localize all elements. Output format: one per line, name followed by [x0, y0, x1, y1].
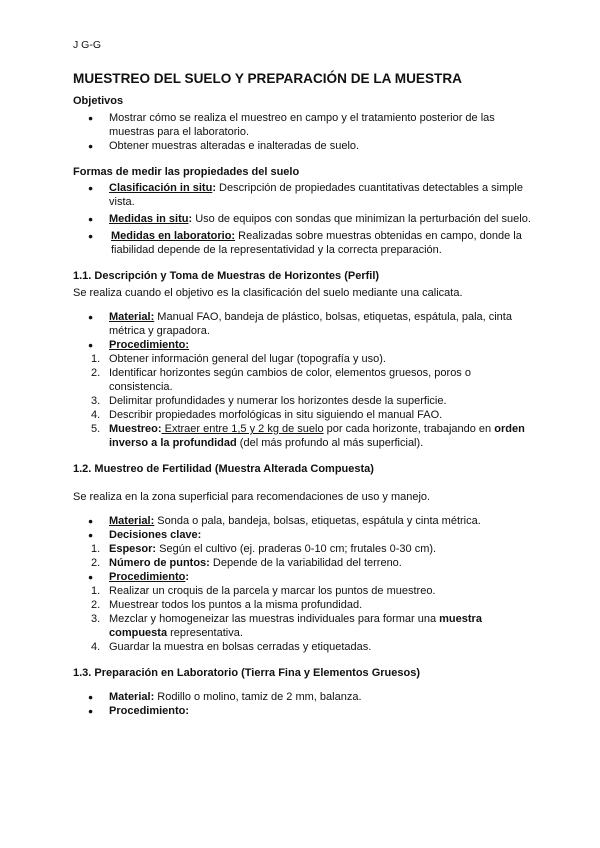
term-colon: :: [188, 213, 193, 225]
term-description: Realizadas sobre muestras obtenidas en campo, donde la fiabilidad depende de la representatividad y la correcta preparación.: [111, 230, 522, 256]
objetivos-list: [73, 111, 533, 153]
term-description: Uso de equipos con sondas que minimizan la perturbación del suelo.: [192, 213, 531, 225]
s2-list: [73, 514, 533, 654]
list-item: ● Mostrar cómo se realiza el muestreo en campo y el tratamiento posterior de las muestras para el laboratorio.: [73, 111, 533, 139]
term-description: Descripción de propiedades cuantitativas detectables a simple vista.: [109, 182, 523, 208]
term-colon: :: [212, 182, 216, 194]
material-text: Rodillo o molino, tamiz de 2 mm, balanza.: [154, 691, 362, 703]
list-item-material: [73, 310, 533, 338]
list-item: [73, 212, 533, 226]
s2-steps: [73, 584, 533, 654]
list-item-procedimiento: ● Procedimiento: 1. Realizar un croquis de la parcela y marcar los puntos de muestreo. 2. Muestrear todos los puntos a la misma profundidad. 3. Mezclar y homogeneizar las muestras individuales para formar una muestra compuesta representativa. 4. Guardar la muestra en bolsas cerradas y etiquetadas.: [73, 570, 533, 654]
section-heading-objetivos: Objetivos: [73, 95, 124, 107]
document-content: [73, 70, 533, 718]
s3-list: [73, 690, 533, 718]
s1-list: [73, 310, 533, 450]
material-label: Material:: [109, 515, 155, 527]
term: Medidas in situ: [109, 213, 189, 225]
step-item: 2. Número de puntos: Depende de la variabilidad del terreno.: [91, 557, 402, 569]
formas-list: [73, 181, 533, 257]
step-item: 1. Realizar un croquis de la parcela y marcar los puntos de muestreo.: [91, 585, 436, 597]
step-item: 4. Describir propiedades morfológicas in situ siguiendo el manual FAO.: [91, 409, 443, 421]
section-heading-1-2: 1.2. Muestreo de Fertilidad (Muestra Alterada Compuesta): [73, 463, 374, 475]
author-initials: J G-G: [73, 39, 101, 51]
list-item: ● Obtener muestras alteradas e inalteradas de suelo.: [73, 139, 533, 153]
section-heading-1-3: 1.3. Preparación en Laboratorio (Tierra Fina y Elementos Gruesos): [73, 667, 421, 679]
section-heading-1-1: 1.1. Descripción y Toma de Muestras de Horizontes (Perfil): [73, 270, 380, 282]
step-item: 3. Delimitar profundidades y numerar los horizontes desde la superficie.: [91, 395, 447, 407]
procedimiento-label: Procedimiento: [109, 571, 186, 583]
s2-decisiones: [73, 542, 533, 570]
list-item-decisiones: [73, 528, 533, 570]
list-item: [73, 229, 533, 257]
list-item-material: [73, 514, 533, 528]
step-item: 5. Muestreo: Extraer entre 1,5 y 2 kg de suelo por cada horizonte, trabajando en orden inverso a la profundidad (del más profundo al más superficial).: [91, 423, 525, 449]
list-item-procedimiento: [73, 338, 533, 450]
procedimiento-label: Procedimiento:: [109, 705, 190, 717]
step-item: 1. Espesor: Según el cultivo (ej. praderas 0-10 cm; frutales 0-30 cm).: [91, 543, 437, 555]
decisiones-label: Decisiones clave:: [109, 529, 202, 541]
section-heading-formas: Formas de medir las propiedades del suelo: [73, 166, 300, 178]
term: Medidas en laboratorio:: [111, 230, 236, 242]
list-item-material: [73, 690, 533, 704]
material-label: Material:: [109, 311, 155, 323]
s1-steps: [73, 352, 533, 450]
material-text: Sonda o pala, bandeja, bolsas, etiquetas, espátula y cinta métrica.: [154, 515, 481, 527]
term: Clasificación in situ: [109, 182, 213, 194]
list-item: [73, 181, 533, 209]
step-item: 1. Obtener información general del lugar (topografía y uso).: [91, 353, 386, 365]
page-title: MUESTREO DEL SUELO Y PREPARACIÓN DE LA MUESTRA: [73, 71, 462, 86]
list-item-procedimiento: [73, 704, 533, 718]
step-item: 4. Guardar la muestra en bolsas cerradas y etiquetadas.: [91, 641, 372, 653]
section-intro-1-1: Se realiza cuando el objetivo es la clasificación del suelo mediante una calicata.: [73, 287, 463, 299]
section-intro-1-2: Se realiza en la zona superficial para recomendaciones de uso y manejo.: [73, 491, 431, 503]
step-item: 2. Identificar horizontes según cambios de color, elementos gruesos, poros o consistencia.: [91, 367, 471, 393]
procedimiento-label: Procedimiento:: [109, 339, 190, 351]
step-item: 3. Mezclar y homogeneizar las muestras individuales para formar una muestra compuesta representativa.: [91, 613, 482, 639]
material-label: Material:: [109, 691, 155, 703]
material-text: Manual FAO, bandeja de plástico, bolsas, etiquetas, espátula, pala, cinta métrica y grapadora.: [109, 311, 512, 337]
step-item: 2. Muestrear todos los puntos a la misma profundidad.: [91, 599, 363, 611]
